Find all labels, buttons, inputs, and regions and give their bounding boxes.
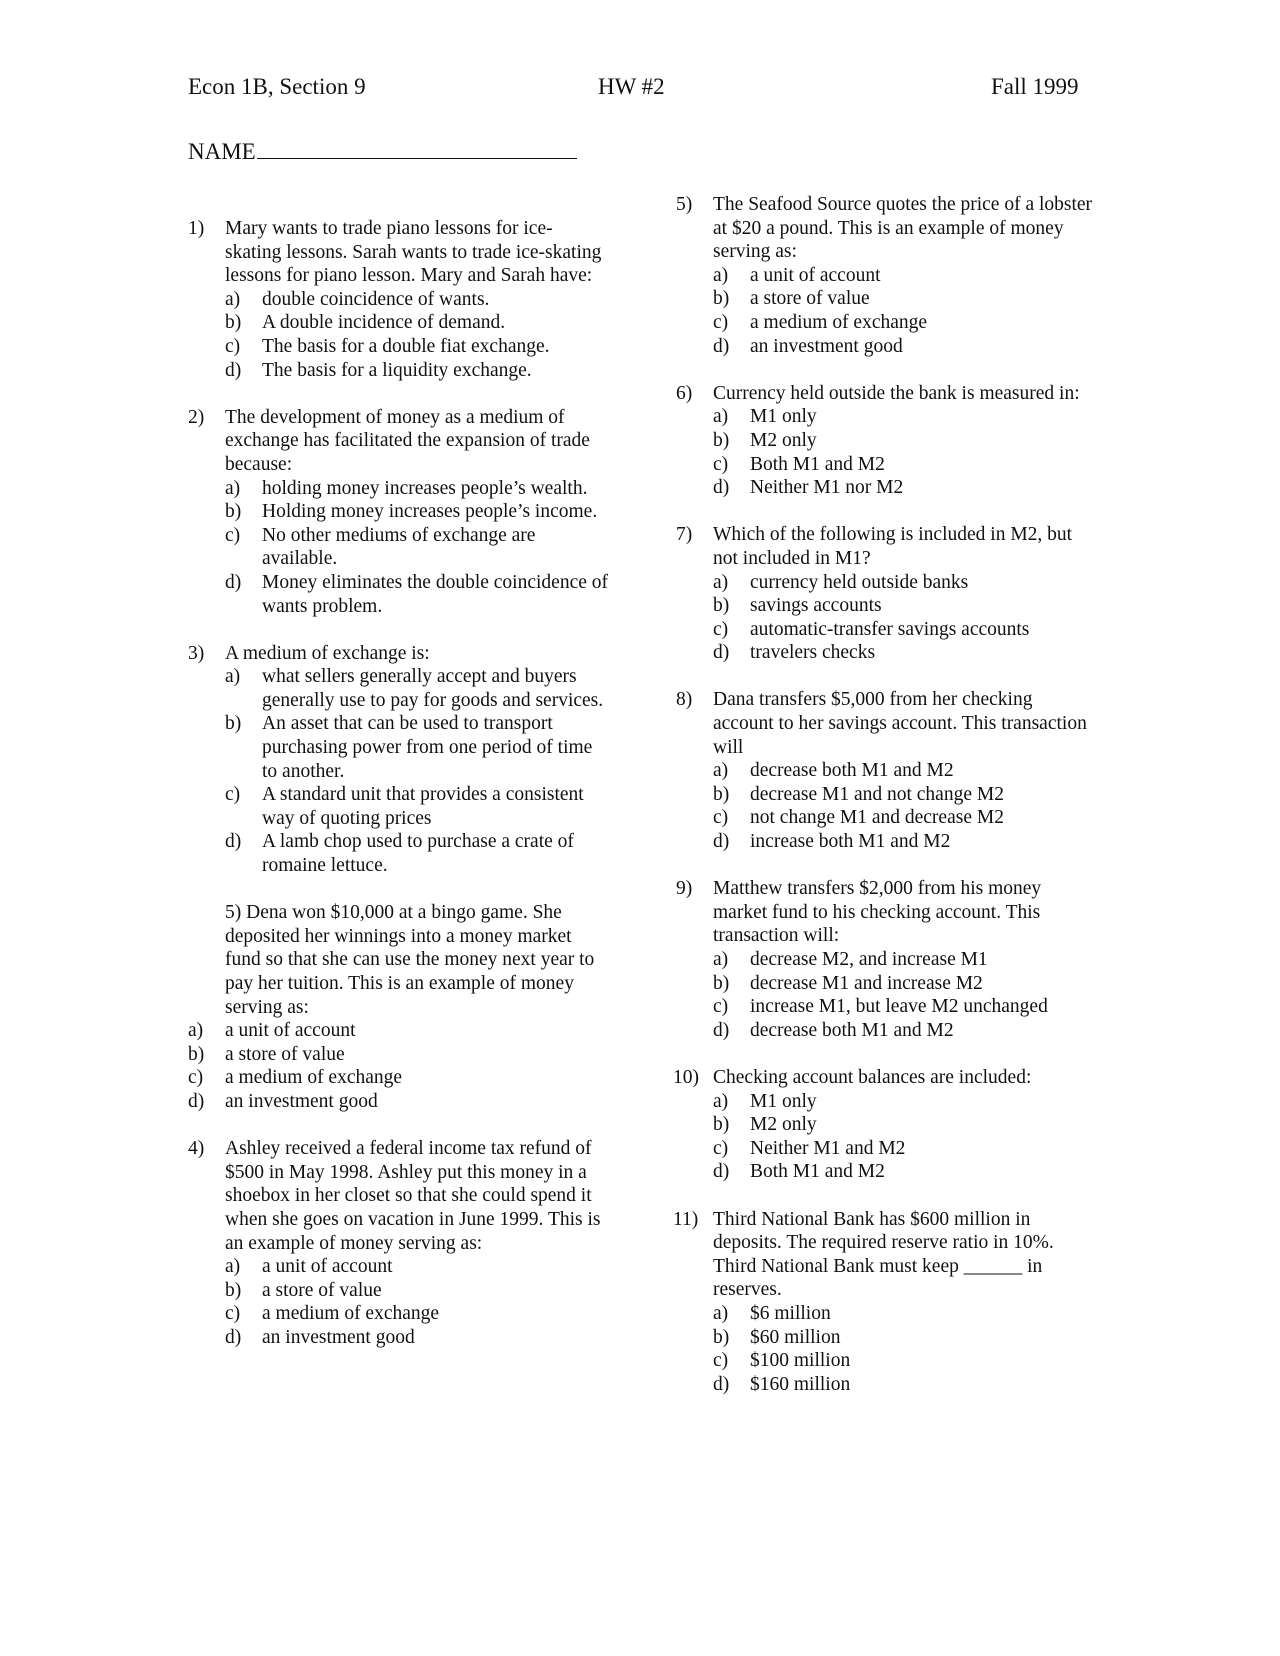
option-letter: c) bbox=[225, 524, 241, 546]
left-column bbox=[188, 217, 608, 1373]
left-questions bbox=[188, 217, 608, 878]
option-text: a store of value bbox=[750, 288, 870, 310]
option-letter: b) bbox=[225, 312, 242, 334]
option-letter: b) bbox=[225, 501, 242, 523]
option-letter: d) bbox=[713, 642, 730, 664]
option-text: $6 million bbox=[750, 1302, 831, 1324]
answer-option bbox=[713, 972, 1096, 996]
question-number: 3) bbox=[188, 642, 205, 664]
answer-option bbox=[225, 830, 608, 877]
option-list bbox=[225, 1255, 608, 1349]
answer-option bbox=[713, 1019, 1096, 1043]
option-letter: a) bbox=[188, 1020, 204, 1042]
option-text: decrease both M1 and M2 bbox=[750, 1019, 954, 1041]
option-text: decrease M1 and increase M2 bbox=[750, 972, 983, 994]
answer-option bbox=[225, 288, 608, 312]
option-letter: a) bbox=[713, 264, 729, 286]
option-text: decrease M2, and increase M1 bbox=[750, 949, 988, 970]
question-number: 6) bbox=[676, 382, 693, 404]
option-text: Neither M1 and M2 bbox=[750, 1137, 906, 1159]
option-letter: a) bbox=[713, 406, 729, 428]
answer-option bbox=[713, 1302, 1096, 1326]
answer-option bbox=[713, 1373, 1096, 1397]
option-letter: c) bbox=[713, 996, 729, 1018]
answer-option bbox=[225, 359, 608, 383]
option-text: decrease M1 and not change M2 bbox=[750, 783, 1004, 805]
answer-option bbox=[713, 429, 1096, 453]
option-letter: d) bbox=[225, 831, 242, 853]
option-text: an investment good bbox=[225, 1090, 378, 1112]
answer-option bbox=[713, 453, 1096, 477]
question-stem: Mary wants to trade piano lessons for ice-skating lessons. Sarah wants to trade ice-skating lessons for piano lesson. Mary and Sarah have: bbox=[225, 218, 602, 287]
answer-option bbox=[188, 1019, 608, 1043]
option-letter: d) bbox=[188, 1090, 205, 1112]
name-label: NAME bbox=[188, 139, 256, 164]
answer-option bbox=[225, 1255, 608, 1279]
option-letter: d) bbox=[713, 1373, 730, 1395]
question-8 bbox=[676, 688, 1096, 853]
option-letter: c) bbox=[188, 1067, 204, 1089]
option-letter: a) bbox=[713, 760, 729, 782]
option-letter: a) bbox=[713, 1302, 729, 1324]
option-text: $160 million bbox=[750, 1373, 851, 1395]
answer-option bbox=[225, 311, 608, 335]
answer-option bbox=[225, 1326, 608, 1350]
question-number: 7) bbox=[676, 524, 693, 546]
option-letter: a) bbox=[713, 1090, 729, 1112]
option-text: No other mediums of exchange are available. bbox=[262, 524, 536, 570]
term-label: Fall 1999 bbox=[991, 74, 1079, 99]
question-11 bbox=[673, 1208, 1096, 1397]
option-letter: c) bbox=[225, 1303, 241, 1325]
answer-option bbox=[713, 335, 1096, 359]
option-text: The basis for a liquidity exchange. bbox=[262, 359, 532, 381]
question-stem: 5) Dena won $10,000 at a bingo game. She deposited her winnings into a money market fund so that she can use the money next year to pay her tuition. This is an example of money serving as: bbox=[225, 902, 595, 1018]
question-stem: Ashley received a federal income tax refund of $500 in May 1998. Ashley put this money in a shoebox in her closet so that she could spend it when she goes on vacation in June 1999. This is an example of money serving as: bbox=[225, 1138, 601, 1254]
option-letter: b) bbox=[188, 1043, 205, 1065]
answer-option bbox=[225, 500, 608, 524]
question-3 bbox=[188, 642, 608, 878]
option-text: M2 only bbox=[750, 1114, 817, 1136]
answer-option bbox=[713, 1090, 1096, 1114]
answer-option bbox=[225, 477, 608, 501]
question-number: 11) bbox=[673, 1208, 699, 1230]
option-text: a unit of account bbox=[750, 264, 881, 286]
option-letter: a) bbox=[225, 477, 241, 499]
option-letter: c) bbox=[225, 784, 241, 806]
answer-option bbox=[713, 1160, 1096, 1184]
option-text: M2 only bbox=[750, 429, 817, 451]
question-stem: Dana transfers $5,000 from her checking account to her savings account. This transaction will bbox=[713, 689, 1087, 758]
option-text: The basis for a double fiat exchange. bbox=[262, 335, 550, 357]
course-title: Econ 1B, Section 9 bbox=[188, 74, 366, 99]
option-text: currency held outside banks bbox=[750, 571, 969, 593]
option-text: $100 million bbox=[750, 1350, 851, 1372]
question-2 bbox=[188, 406, 608, 618]
option-text: a store of value bbox=[225, 1043, 345, 1065]
option-letter: c) bbox=[225, 335, 241, 357]
option-text: A lamb chop used to purchase a crate of romaine lettuce. bbox=[262, 831, 574, 877]
option-list bbox=[225, 477, 608, 619]
option-letter: c) bbox=[713, 1350, 729, 1372]
option-text: a medium of exchange bbox=[262, 1303, 440, 1325]
answer-option bbox=[713, 948, 1096, 972]
question-stem: Matthew transfers $2,000 from his money market fund to his checking account. This transaction will: bbox=[713, 878, 1042, 947]
answer-option bbox=[713, 1137, 1096, 1161]
question-stem: Which of the following is included in M2, but not included in M1? bbox=[713, 524, 1073, 569]
option-list bbox=[713, 1090, 1096, 1184]
option-text: Both M1 and M2 bbox=[750, 453, 885, 475]
option-text: travelers checks bbox=[750, 642, 876, 664]
answer-option bbox=[225, 524, 608, 571]
answer-option bbox=[225, 335, 608, 359]
option-letter: b) bbox=[713, 429, 730, 451]
answer-option bbox=[713, 783, 1096, 807]
option-letter: b) bbox=[225, 713, 242, 735]
option-letter: b) bbox=[713, 1114, 730, 1136]
answer-option bbox=[713, 1113, 1096, 1137]
option-letter: d) bbox=[225, 571, 242, 593]
option-list bbox=[713, 1302, 1096, 1396]
option-text: a medium of exchange bbox=[225, 1067, 403, 1089]
question-number: 5) bbox=[676, 194, 693, 215]
left-questions-2 bbox=[188, 1137, 608, 1349]
option-text: automatic-transfer savings accounts bbox=[750, 618, 1030, 640]
option-text: a medium of exchange bbox=[750, 311, 928, 333]
option-text: An asset that can be used to transport purchasing power from one period of time to another. bbox=[262, 713, 593, 782]
answer-option bbox=[713, 806, 1096, 830]
option-letter: c) bbox=[713, 1137, 729, 1159]
question-stem: The Seafood Source quotes the price of a lobster at $20 a pound. This is an example of money serving as: bbox=[713, 194, 1093, 263]
option-text: a unit of account bbox=[225, 1020, 356, 1042]
option-letter: a) bbox=[225, 666, 241, 688]
question-stem: Third National Bank has $600 million in deposits. The required reserve ratio in 10%. Third National Bank must keep ______ in reserves. bbox=[713, 1208, 1054, 1301]
question-stem: Currency held outside the bank is measured in: bbox=[713, 382, 1080, 404]
option-letter: d) bbox=[713, 335, 730, 357]
question-9 bbox=[676, 877, 1096, 1042]
option-list bbox=[188, 1019, 608, 1113]
option-text: increase M1, but leave M2 unchanged bbox=[750, 996, 1048, 1018]
answer-option bbox=[713, 641, 1096, 665]
option-letter: a) bbox=[225, 288, 241, 310]
answer-option bbox=[188, 1090, 608, 1114]
question-number: 4) bbox=[188, 1138, 205, 1160]
answer-option bbox=[225, 571, 608, 618]
option-text: $60 million bbox=[750, 1326, 841, 1348]
option-text: not change M1 and decrease M2 bbox=[750, 807, 1004, 829]
option-letter: d) bbox=[713, 477, 730, 499]
answer-option bbox=[225, 783, 608, 830]
question-4 bbox=[188, 1137, 608, 1349]
answer-option bbox=[713, 618, 1096, 642]
question-stem: A medium of exchange is: bbox=[225, 642, 430, 664]
option-text: Neither M1 nor M2 bbox=[750, 477, 904, 499]
option-letter: d) bbox=[225, 359, 242, 381]
question-5 bbox=[676, 193, 1096, 358]
option-text: Money eliminates the double coincidence of wants problem. bbox=[262, 571, 609, 617]
question-extra bbox=[188, 901, 608, 1113]
name-field bbox=[188, 138, 577, 165]
option-text: savings accounts bbox=[750, 595, 882, 617]
answer-option bbox=[713, 1349, 1096, 1373]
option-letter: a) bbox=[225, 1256, 241, 1278]
option-letter: d) bbox=[713, 1019, 730, 1041]
name-blank-line bbox=[257, 138, 577, 159]
question-number: 2) bbox=[188, 406, 205, 428]
option-text: a unit of account bbox=[262, 1256, 393, 1278]
answer-option bbox=[713, 995, 1096, 1019]
option-text: Both M1 and M2 bbox=[750, 1161, 885, 1183]
answer-option bbox=[713, 311, 1096, 335]
option-letter: c) bbox=[713, 618, 729, 640]
answer-option bbox=[188, 1066, 608, 1090]
answer-option bbox=[713, 759, 1096, 783]
question-number: 8) bbox=[676, 689, 693, 711]
option-text: M1 only bbox=[750, 406, 817, 428]
question-1 bbox=[188, 217, 608, 382]
option-text: increase both M1 and M2 bbox=[750, 831, 951, 853]
answer-option bbox=[713, 264, 1096, 288]
option-list bbox=[713, 948, 1096, 1042]
option-letter: b) bbox=[713, 288, 730, 310]
answer-option bbox=[713, 830, 1096, 854]
option-letter: c) bbox=[713, 311, 729, 333]
option-text: A standard unit that provides a consistent way of quoting prices bbox=[262, 784, 584, 829]
option-list bbox=[225, 665, 608, 877]
answer-option bbox=[713, 594, 1096, 618]
answer-option bbox=[713, 1326, 1096, 1350]
option-letter: b) bbox=[225, 1279, 242, 1301]
option-list bbox=[713, 264, 1096, 358]
option-letter: a) bbox=[713, 949, 729, 970]
answer-option bbox=[713, 571, 1096, 595]
option-list bbox=[225, 288, 608, 382]
answer-option bbox=[713, 405, 1096, 429]
right-questions bbox=[673, 193, 1096, 1396]
option-letter: b) bbox=[713, 783, 730, 805]
answer-option bbox=[713, 476, 1096, 500]
option-letter: d) bbox=[713, 831, 730, 853]
option-letter: b) bbox=[713, 972, 730, 994]
question-10 bbox=[673, 1066, 1096, 1184]
question-7 bbox=[676, 523, 1096, 665]
option-text: an investment good bbox=[750, 335, 903, 357]
answer-option bbox=[713, 287, 1096, 311]
question-6 bbox=[676, 382, 1096, 500]
option-text: A double incidence of demand. bbox=[262, 312, 506, 334]
assignment-title: HW #2 bbox=[598, 74, 665, 99]
option-letter: c) bbox=[713, 807, 729, 829]
question-stem: Checking account balances are included: bbox=[713, 1066, 1032, 1088]
answer-option bbox=[225, 1302, 608, 1326]
answer-option bbox=[188, 1043, 608, 1067]
option-letter: d) bbox=[713, 1161, 730, 1183]
option-text: double coincidence of wants. bbox=[262, 288, 490, 310]
answer-option bbox=[225, 665, 608, 712]
option-list bbox=[713, 405, 1096, 499]
option-letter: a) bbox=[713, 571, 729, 593]
question-number: 1) bbox=[188, 218, 205, 239]
option-list bbox=[713, 759, 1096, 853]
option-text: a store of value bbox=[262, 1279, 382, 1301]
option-letter: d) bbox=[225, 1326, 242, 1348]
option-text: what sellers generally accept and buyers generally use to pay for goods and services. bbox=[262, 666, 604, 711]
question-number: 10) bbox=[673, 1066, 699, 1088]
option-list bbox=[713, 571, 1096, 665]
option-text: holding money increases people’s wealth. bbox=[262, 477, 588, 499]
right-column bbox=[673, 193, 1096, 1420]
answer-option bbox=[225, 712, 608, 783]
option-letter: c) bbox=[713, 453, 729, 475]
question-stem: The development of money as a medium of exchange has facilitated the expansion of trade because: bbox=[225, 406, 590, 475]
option-text: Holding money increases people’s income. bbox=[262, 501, 598, 523]
option-text: decrease both M1 and M2 bbox=[750, 760, 954, 782]
answer-option bbox=[225, 1279, 608, 1303]
option-letter: b) bbox=[713, 595, 730, 617]
option-text: an investment good bbox=[262, 1326, 415, 1348]
question-number: 9) bbox=[676, 878, 693, 900]
option-letter: b) bbox=[713, 1326, 730, 1348]
option-text: M1 only bbox=[750, 1090, 817, 1112]
